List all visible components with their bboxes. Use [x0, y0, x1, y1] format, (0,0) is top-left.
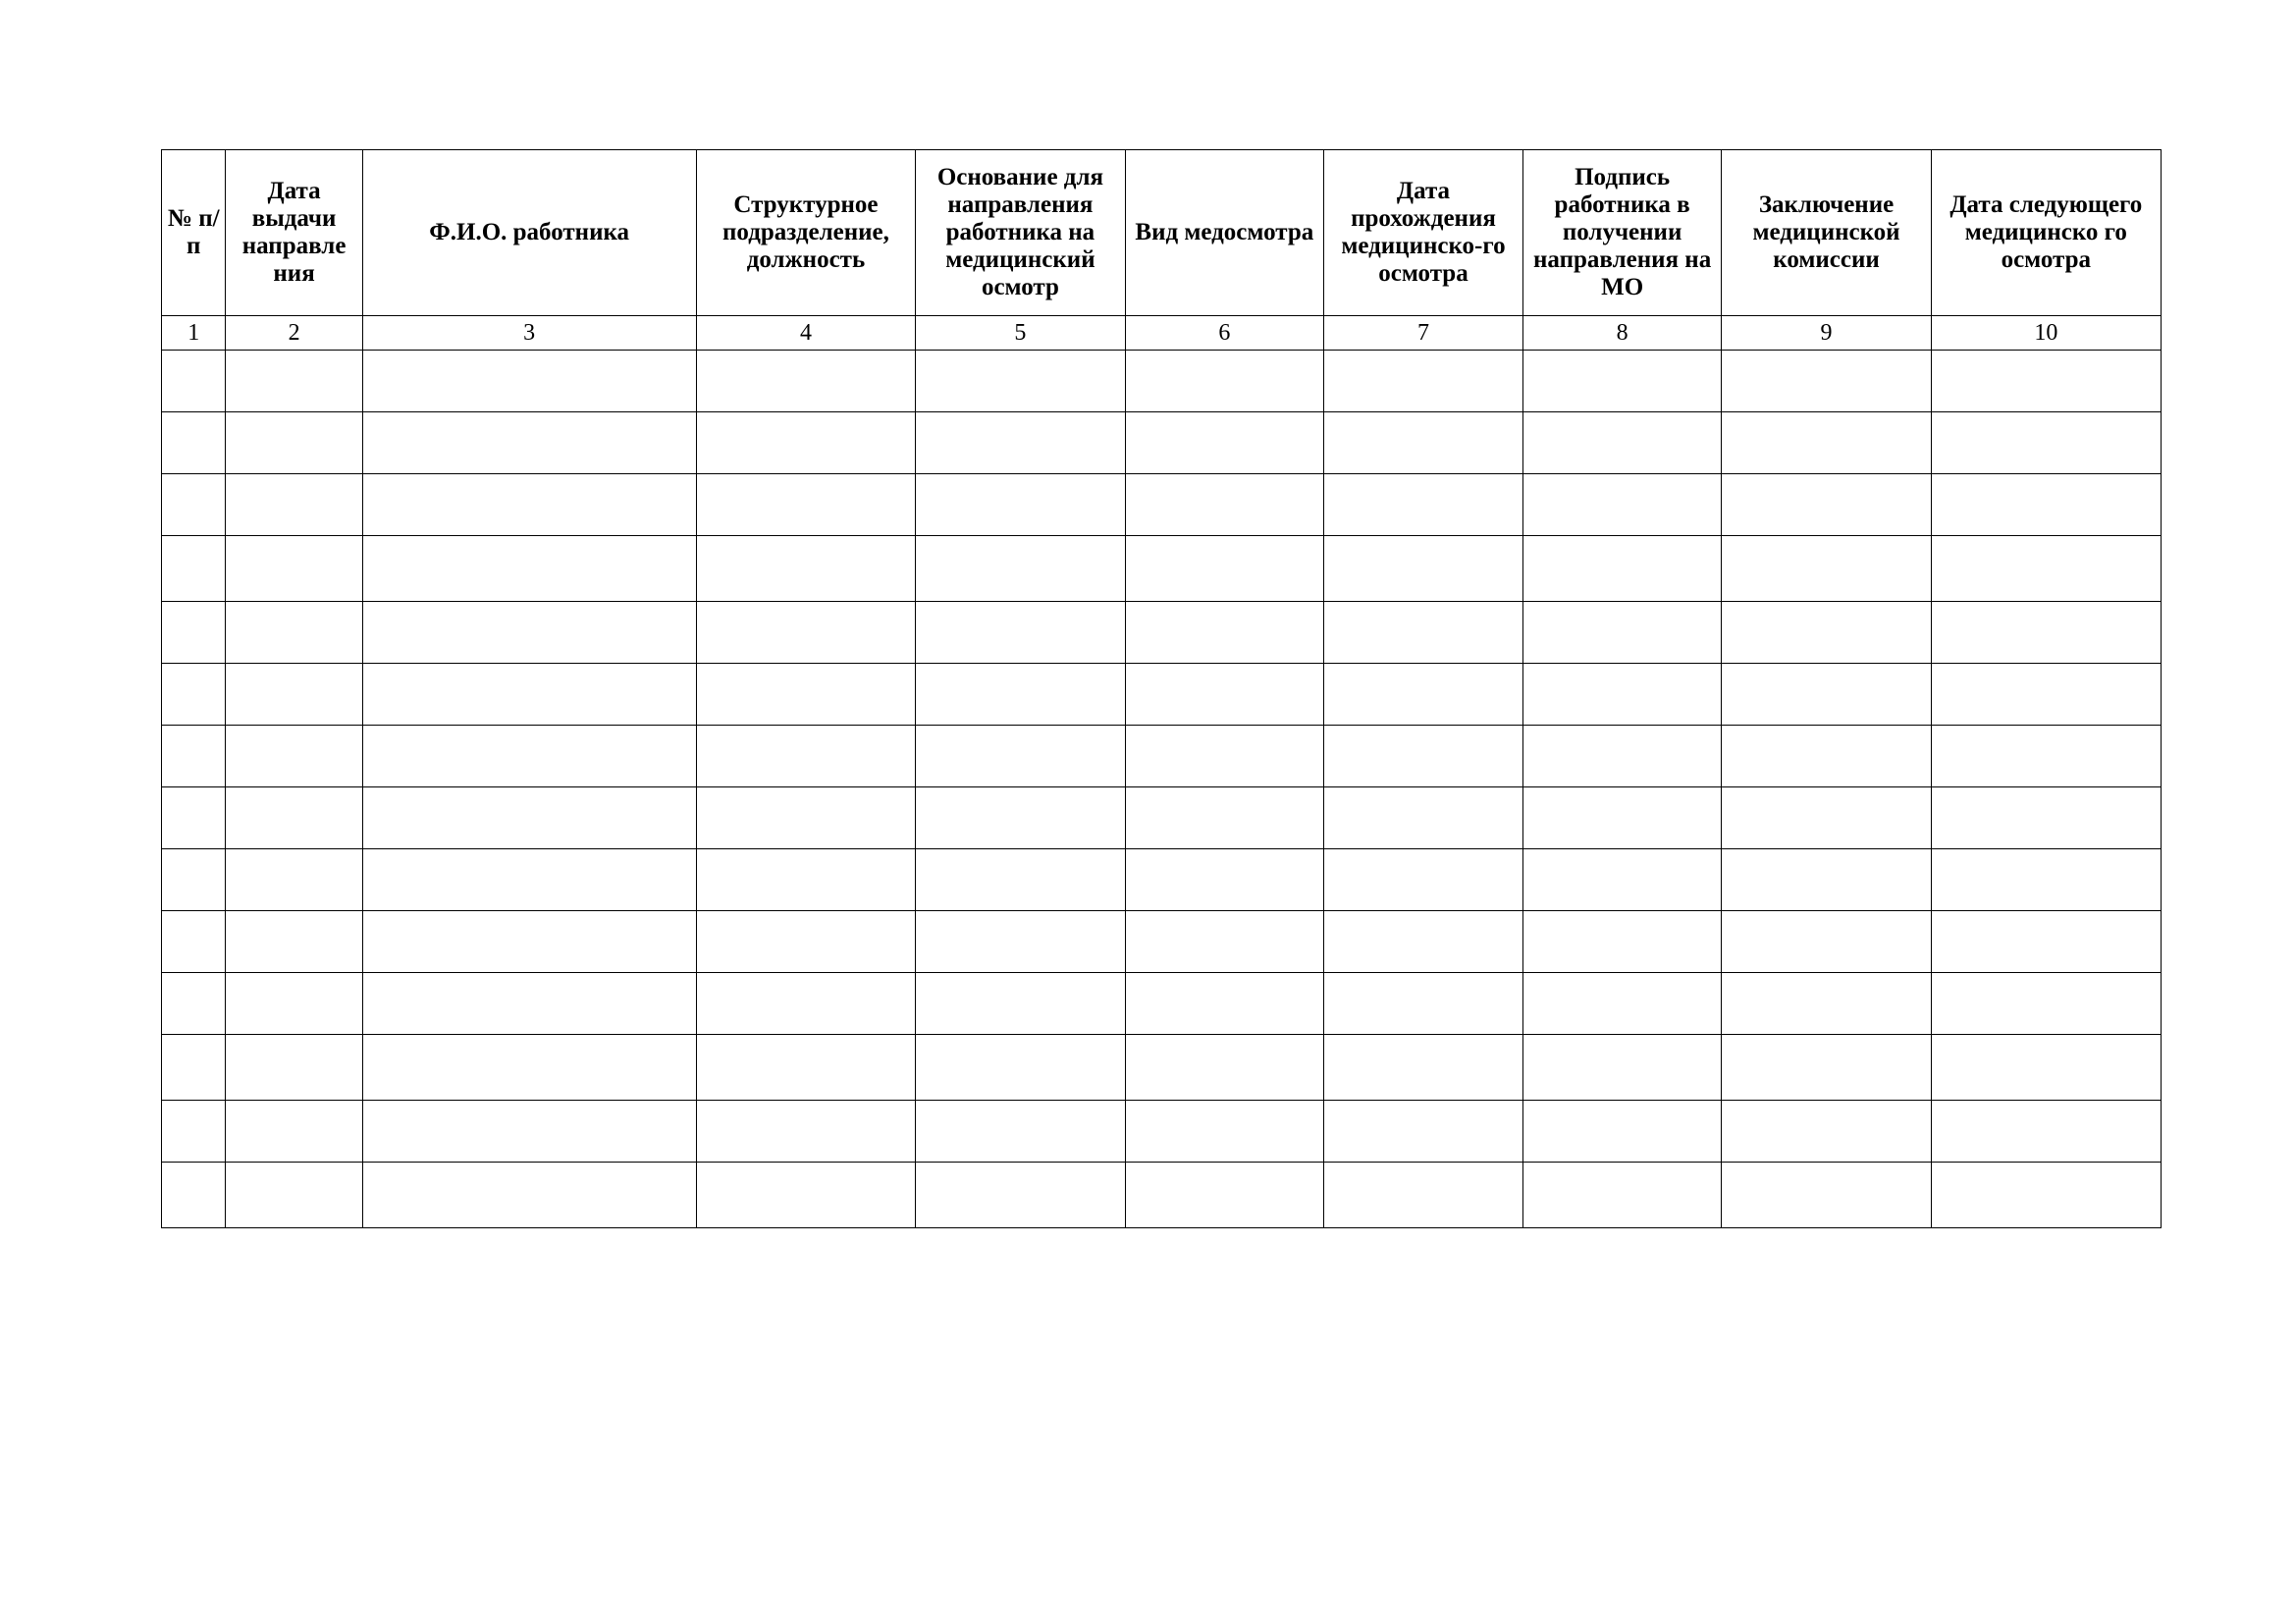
table-row[interactable]	[162, 1101, 2162, 1163]
journal-table-wrapper	[161, 149, 2162, 1228]
column-number-5: 5	[916, 316, 1125, 351]
table-cell[interactable]	[226, 664, 362, 726]
column-header-number: № п/п	[162, 150, 226, 316]
table-cell[interactable]	[916, 602, 1125, 664]
table-cell[interactable]	[1125, 1163, 1324, 1228]
table-row[interactable]	[162, 726, 2162, 787]
table-cell[interactable]	[1931, 1035, 2161, 1101]
table-cell[interactable]	[226, 1101, 362, 1163]
table-cell[interactable]	[1125, 849, 1324, 911]
table-cell[interactable]	[362, 973, 696, 1035]
table-cell[interactable]	[1722, 602, 1931, 664]
table-cell[interactable]	[226, 536, 362, 602]
table-cell[interactable]	[362, 726, 696, 787]
table-body	[162, 351, 2162, 1228]
table-cell[interactable]	[696, 1101, 916, 1163]
table-cell[interactable]	[226, 602, 362, 664]
column-number-9: 9	[1722, 316, 1931, 351]
table-cell[interactable]	[1125, 911, 1324, 973]
table-cell[interactable]	[696, 536, 916, 602]
table-cell[interactable]	[1722, 1163, 1931, 1228]
table-cell[interactable]	[362, 1101, 696, 1163]
table-cell[interactable]	[1522, 787, 1722, 849]
table-cell[interactable]	[916, 412, 1125, 474]
table-cell[interactable]	[162, 849, 226, 911]
table-cell[interactable]	[916, 1163, 1125, 1228]
table-cell[interactable]	[1522, 351, 1722, 412]
table-cell[interactable]	[162, 911, 226, 973]
column-number-1: 1	[162, 316, 226, 351]
table-cell[interactable]	[696, 849, 916, 911]
column-header-employee-name: Ф.И.О. работника	[362, 150, 696, 316]
table-cell[interactable]	[696, 602, 916, 664]
table-cell[interactable]	[162, 787, 226, 849]
table-cell[interactable]	[1522, 849, 1722, 911]
table-cell[interactable]	[1324, 1035, 1523, 1101]
table-cell[interactable]	[1522, 726, 1722, 787]
table-cell[interactable]	[1722, 1035, 1931, 1101]
table-cell[interactable]	[1522, 412, 1722, 474]
table-cell[interactable]	[1125, 787, 1324, 849]
header-row	[162, 150, 2162, 316]
table-cell[interactable]	[162, 602, 226, 664]
table-cell[interactable]	[1722, 787, 1931, 849]
table-cell[interactable]	[1125, 664, 1324, 726]
table-cell[interactable]	[1324, 1101, 1523, 1163]
table-cell[interactable]	[362, 602, 696, 664]
column-header-referral-basis: Основание для направления работника на медицинский осмотр	[916, 150, 1125, 316]
table-cell[interactable]	[226, 849, 362, 911]
table-cell[interactable]	[1722, 1101, 1931, 1163]
table-cell[interactable]	[362, 787, 696, 849]
table-cell[interactable]	[1931, 787, 2161, 849]
table-cell[interactable]	[162, 664, 226, 726]
table-row[interactable]	[162, 474, 2162, 536]
table-cell[interactable]	[1522, 973, 1722, 1035]
table-cell[interactable]	[696, 787, 916, 849]
table-cell[interactable]	[1722, 973, 1931, 1035]
table-cell[interactable]	[1125, 1035, 1324, 1101]
table-cell[interactable]	[696, 664, 916, 726]
table-row[interactable]	[162, 1163, 2162, 1228]
table-cell[interactable]	[362, 536, 696, 602]
table-cell[interactable]	[696, 1163, 916, 1228]
table-cell[interactable]	[162, 726, 226, 787]
table-cell[interactable]	[1931, 849, 2161, 911]
table-cell[interactable]	[226, 1163, 362, 1228]
table-cell[interactable]	[916, 1101, 1125, 1163]
column-header-exam-date: Дата прохождения медицинско-го осмотра	[1324, 150, 1523, 316]
table-cell[interactable]	[226, 973, 362, 1035]
table-cell[interactable]	[1722, 412, 1931, 474]
table-cell[interactable]	[1931, 474, 2161, 536]
table-cell[interactable]	[226, 787, 362, 849]
table-cell[interactable]	[1125, 1101, 1324, 1163]
table-cell[interactable]	[362, 849, 696, 911]
column-number-3: 3	[362, 316, 696, 351]
table-cell[interactable]	[1522, 536, 1722, 602]
table-row[interactable]	[162, 973, 2162, 1035]
table-cell[interactable]	[696, 726, 916, 787]
table-cell[interactable]	[696, 911, 916, 973]
column-header-exam-type: Вид медосмотра	[1125, 150, 1324, 316]
table-cell[interactable]	[1931, 664, 2161, 726]
table-cell[interactable]	[1324, 726, 1523, 787]
table-cell[interactable]	[696, 973, 916, 1035]
table-cell[interactable]	[226, 412, 362, 474]
table-cell[interactable]	[226, 474, 362, 536]
table-cell[interactable]	[1324, 474, 1523, 536]
table-row[interactable]	[162, 412, 2162, 474]
column-number-4: 4	[696, 316, 916, 351]
table-row[interactable]	[162, 536, 2162, 602]
table-cell[interactable]	[1324, 973, 1523, 1035]
table-cell[interactable]	[1722, 726, 1931, 787]
table-cell[interactable]	[1125, 474, 1324, 536]
table-cell[interactable]	[1931, 1163, 2161, 1228]
table-cell[interactable]	[696, 1035, 916, 1101]
table-cell[interactable]	[1931, 726, 2161, 787]
table-cell[interactable]	[1324, 412, 1523, 474]
table-cell[interactable]	[1522, 1101, 1722, 1163]
table-cell[interactable]	[696, 474, 916, 536]
table-cell[interactable]	[1931, 536, 2161, 602]
column-header-department-position: Структурное подразделение, должность	[696, 150, 916, 316]
table-cell[interactable]	[1522, 664, 1722, 726]
table-cell[interactable]	[1522, 602, 1722, 664]
table-cell[interactable]	[226, 351, 362, 412]
table-cell[interactable]	[916, 536, 1125, 602]
column-number-row	[162, 316, 2162, 351]
table-cell[interactable]	[1931, 973, 2161, 1035]
table-cell[interactable]	[162, 973, 226, 1035]
table-cell[interactable]	[362, 351, 696, 412]
table-cell[interactable]	[1324, 536, 1523, 602]
column-number-10: 10	[1931, 316, 2161, 351]
table-cell[interactable]	[226, 911, 362, 973]
table-cell[interactable]	[162, 474, 226, 536]
table-cell[interactable]	[162, 1035, 226, 1101]
table-cell[interactable]	[1931, 911, 2161, 973]
column-header-commission-conclusion: Заключение медицинской комиссии	[1722, 150, 1931, 316]
table-cell[interactable]	[1931, 351, 2161, 412]
table-cell[interactable]	[1324, 351, 1523, 412]
table-cell[interactable]	[1722, 911, 1931, 973]
table-cell[interactable]	[1324, 664, 1523, 726]
table-cell[interactable]	[1125, 602, 1324, 664]
table-cell[interactable]	[1324, 849, 1523, 911]
table-cell[interactable]	[916, 849, 1125, 911]
table-cell[interactable]	[362, 474, 696, 536]
table-cell[interactable]	[1722, 664, 1931, 726]
table-cell[interactable]	[1125, 726, 1324, 787]
column-header-next-exam-date: Дата следующего медицинско го осмотра	[1931, 150, 2161, 316]
table-row[interactable]	[162, 911, 2162, 973]
table-cell[interactable]	[1125, 412, 1324, 474]
table-cell[interactable]	[1522, 474, 1722, 536]
column-number-6: 6	[1125, 316, 1324, 351]
table-cell[interactable]	[362, 412, 696, 474]
table-cell[interactable]	[1931, 1101, 2161, 1163]
table-cell[interactable]	[916, 787, 1125, 849]
table-cell[interactable]	[226, 1035, 362, 1101]
table-cell[interactable]	[362, 1163, 696, 1228]
table-cell[interactable]	[1125, 536, 1324, 602]
table-cell[interactable]	[162, 1101, 226, 1163]
table-cell[interactable]	[916, 474, 1125, 536]
table-cell[interactable]	[916, 1035, 1125, 1101]
table-header	[162, 150, 2162, 351]
table-cell[interactable]	[162, 412, 226, 474]
table-cell[interactable]	[696, 351, 916, 412]
journal-table	[161, 149, 2162, 1228]
table-cell[interactable]	[1522, 911, 1722, 973]
table-cell[interactable]	[362, 911, 696, 973]
table-cell[interactable]	[226, 726, 362, 787]
table-row[interactable]	[162, 849, 2162, 911]
table-cell[interactable]	[1722, 849, 1931, 911]
table-cell[interactable]	[162, 1163, 226, 1228]
table-cell[interactable]	[1931, 412, 2161, 474]
table-cell[interactable]	[1324, 1163, 1523, 1228]
table-cell[interactable]	[362, 664, 696, 726]
table-cell[interactable]	[1522, 1035, 1722, 1101]
table-row[interactable]	[162, 351, 2162, 412]
table-cell[interactable]	[162, 536, 226, 602]
column-number-7: 7	[1324, 316, 1523, 351]
table-cell[interactable]	[916, 351, 1125, 412]
column-header-issue-date: Дата выдачи направле ния	[226, 150, 362, 316]
table-cell[interactable]	[696, 412, 916, 474]
column-header-employee-signature: Подпись работника в получении направления на МО	[1522, 150, 1722, 316]
table-cell[interactable]	[1324, 787, 1523, 849]
table-cell[interactable]	[916, 911, 1125, 973]
table-cell[interactable]	[916, 664, 1125, 726]
table-cell[interactable]	[1722, 351, 1931, 412]
table-row[interactable]	[162, 1035, 2162, 1101]
column-number-8: 8	[1522, 316, 1722, 351]
table-cell[interactable]	[1324, 602, 1523, 664]
table-cell[interactable]	[362, 1035, 696, 1101]
table-cell[interactable]	[1125, 973, 1324, 1035]
table-cell[interactable]	[1324, 911, 1523, 973]
table-row[interactable]	[162, 602, 2162, 664]
table-cell[interactable]	[1722, 536, 1931, 602]
table-row[interactable]	[162, 664, 2162, 726]
table-cell[interactable]	[1931, 602, 2161, 664]
table-row[interactable]	[162, 787, 2162, 849]
column-number-2: 2	[226, 316, 362, 351]
table-cell[interactable]	[1522, 1163, 1722, 1228]
table-cell[interactable]	[916, 973, 1125, 1035]
table-cell[interactable]	[162, 351, 226, 412]
table-cell[interactable]	[916, 726, 1125, 787]
table-cell[interactable]	[1722, 474, 1931, 536]
table-cell[interactable]	[1125, 351, 1324, 412]
